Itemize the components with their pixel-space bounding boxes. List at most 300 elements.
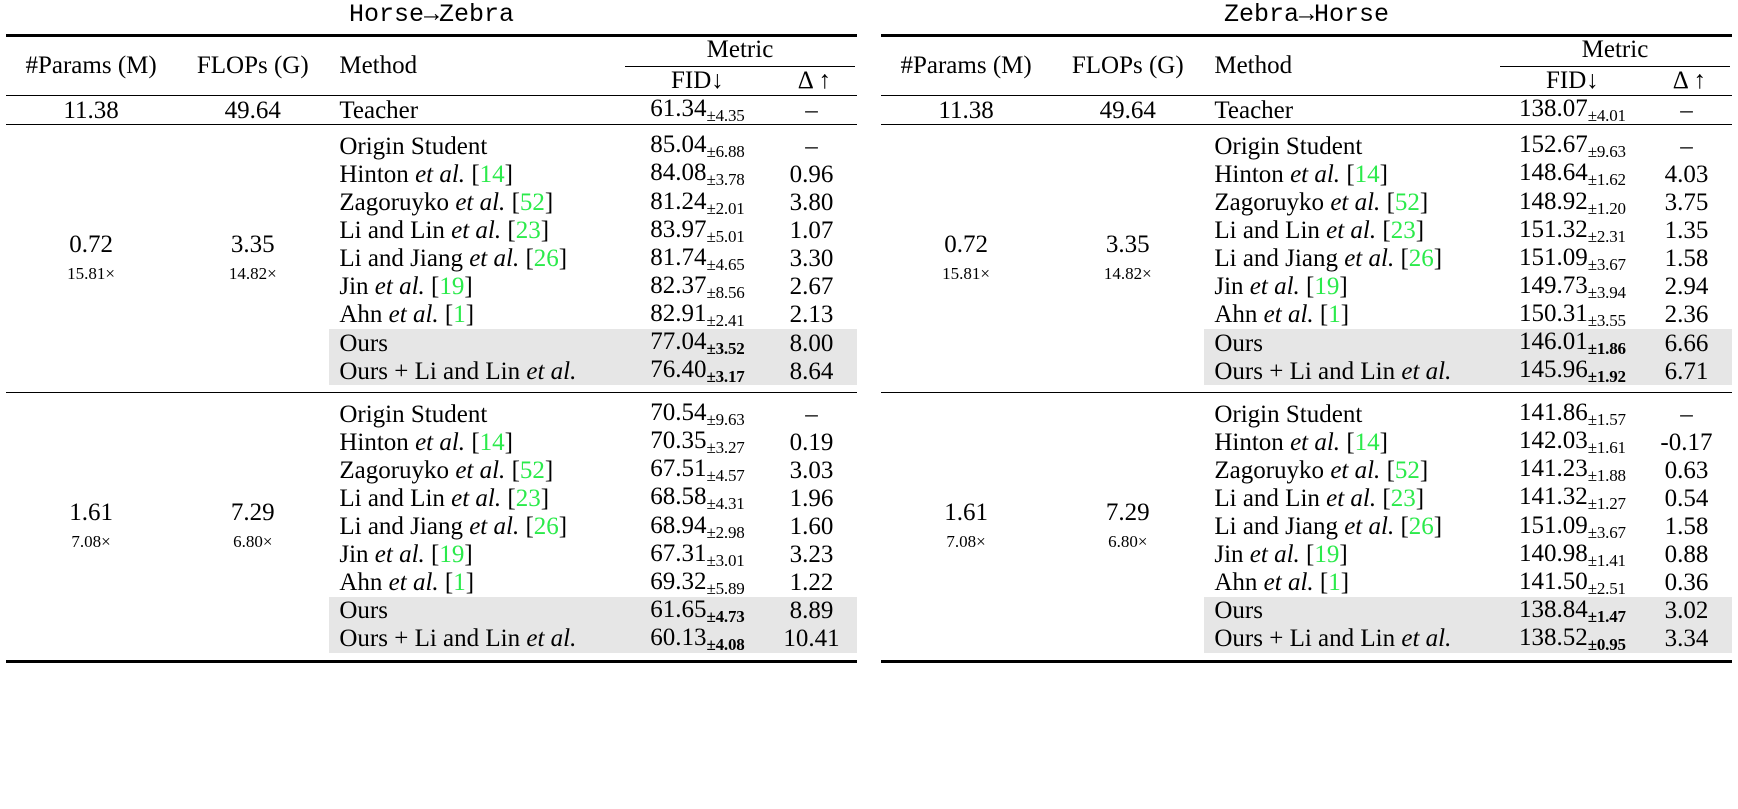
citation-bracket-open: [: [1380, 456, 1395, 484]
et-al-text: et al.: [1257, 301, 1314, 329]
citation-bracket-close: ]: [1433, 245, 1443, 273]
citation-number[interactable]: 14: [1354, 428, 1380, 456]
fid-mean: 70.54: [650, 399, 707, 427]
fid-value: [623, 484, 772, 512]
fid-mean: 141.23: [1518, 455, 1588, 483]
fid-mean: 141.32: [1518, 483, 1588, 511]
fid-value: [623, 456, 772, 484]
citation-bracket-open: [: [1376, 485, 1391, 513]
fid-value: [1498, 456, 1647, 484]
citation-bracket-open: [: [438, 569, 454, 597]
fid-mean: 82.37: [650, 271, 707, 299]
params-value: 0.72: [69, 231, 113, 259]
method-label: [329, 569, 623, 597]
params-group-cell: [881, 400, 1051, 653]
citation-number[interactable]: 19: [439, 273, 465, 301]
method-name: Hinton: [1214, 428, 1284, 456]
method-name: Li and Jiang: [339, 513, 463, 541]
results-table-left: [6, 37, 857, 95]
col-header-metric-left: [623, 37, 857, 67]
fid-mean: 60.13: [650, 623, 707, 651]
method-label: [1204, 160, 1498, 188]
citation-number[interactable]: 23: [1390, 217, 1416, 245]
delta-value: 2.13: [789, 301, 834, 329]
delta-value: 1.07: [789, 217, 834, 245]
method-label: [329, 132, 623, 160]
method-label: [1204, 357, 1498, 385]
fid-stddev: ±4.65: [706, 254, 745, 274]
fid-stddev: ±1.92: [1587, 367, 1626, 387]
method-label: [1204, 428, 1498, 456]
citation-number[interactable]: 23: [515, 485, 541, 513]
et-al-text: et al.: [408, 160, 466, 188]
fid-stddev: ±2.41: [706, 311, 745, 330]
fid-mean: 77.04: [650, 328, 707, 355]
flops-speedup: 6.80×: [233, 531, 273, 551]
delta-value: –: [805, 96, 818, 124]
citation-bracket-open: [: [1313, 569, 1329, 597]
method-name: Ours + Li and Lin: [339, 357, 521, 385]
flops-group-cell: [176, 400, 329, 653]
citation-bracket-close: ]: [1339, 541, 1348, 569]
method-label: [329, 329, 623, 357]
col-header-delta-left: Δ ↑: [797, 67, 832, 95]
block-table-left-1: [6, 393, 857, 660]
et-al-text: et al.: [449, 456, 506, 484]
block-spacer: [6, 653, 857, 660]
citation-number[interactable]: 1: [1328, 569, 1341, 597]
method-label: [329, 400, 623, 428]
citation-bracket-close: ]: [1419, 456, 1429, 484]
panel-title-left: Horse→Zebra: [348, 0, 515, 29]
fid-stddev: ±6.88: [706, 142, 745, 162]
citation-bracket-close: ]: [1340, 301, 1350, 329]
block-spacer: [6, 125, 857, 132]
et-al-text: et al.: [382, 569, 439, 597]
citation-bracket-close: ]: [544, 189, 554, 217]
delta-value: 3.03: [789, 456, 834, 484]
fid-value: [623, 132, 772, 160]
et-al-text: et al.: [1283, 428, 1341, 456]
block-spacer-cell: [6, 385, 857, 392]
fid-mean: 61.65: [650, 595, 707, 623]
fid-stddev: ±1.47: [1587, 606, 1626, 626]
citation-number[interactable]: 1: [1328, 301, 1341, 329]
method-label: [1204, 132, 1498, 160]
citation-bracket-close: ]: [504, 160, 513, 188]
fid-stddev: ±3.67: [1587, 522, 1626, 542]
block-body-right-1: [881, 393, 1732, 660]
et-al-text: et al.: [449, 189, 506, 217]
params-group-cell: [881, 132, 1051, 385]
delta-value: 1.60: [789, 513, 834, 541]
fid-stddev: ±1.41: [1587, 550, 1626, 570]
method-label: [1204, 273, 1498, 301]
method-name: Ours + Li and Lin: [1214, 625, 1396, 653]
delta-value: –: [1680, 132, 1693, 160]
fid-mean: 142.03: [1518, 427, 1588, 455]
delta-value: 3.02: [1664, 597, 1709, 625]
table-row: [881, 96, 1732, 124]
citation-number[interactable]: 26: [1408, 513, 1434, 541]
citation-bracket-open: [: [438, 301, 454, 329]
method-name: Ours: [339, 329, 388, 357]
delta-value: –: [1680, 400, 1693, 428]
fid-value: [1498, 245, 1647, 273]
method-name: Zagoruyko: [1214, 189, 1325, 217]
method-label: [1204, 400, 1498, 428]
delta-value: 1.96: [789, 485, 834, 513]
citation-bracket-close: ]: [558, 513, 568, 541]
et-al-text: et al.: [1337, 245, 1395, 273]
method-label: [1204, 329, 1498, 357]
col-header-fid-left: FID↓: [671, 67, 724, 95]
fid-stddev: ±3.17: [706, 367, 745, 387]
delta-value: 8.00: [789, 329, 834, 357]
method-name: Ours + Li and Lin: [1214, 357, 1396, 385]
method-label: [1204, 484, 1498, 512]
fid-value: [1498, 189, 1647, 217]
method-label: [1204, 513, 1498, 541]
citation-bracket-open: [: [1340, 428, 1355, 456]
block-spacer-cell: [6, 653, 857, 660]
delta-value: 3.23: [789, 541, 834, 569]
method-label: [1204, 217, 1498, 245]
fid-value: [1498, 541, 1647, 569]
header-row-right: [881, 37, 1732, 67]
fid-mean: 68.94: [650, 511, 707, 539]
params-value: 1.61: [69, 499, 113, 527]
citation-bracket-close: ]: [1415, 485, 1425, 513]
fid-value: [1498, 329, 1647, 357]
method-name: Hinton: [1214, 160, 1284, 188]
citation-number[interactable]: 26: [533, 245, 559, 273]
fid-stddev: ±5.01: [706, 226, 745, 246]
fid-value: [1498, 301, 1647, 329]
citation-bracket-close: ]: [1339, 273, 1348, 301]
citation-number[interactable]: 26: [533, 513, 559, 541]
citation-bracket-open: [: [465, 428, 480, 456]
params-group-cell: [6, 132, 176, 385]
block-table-right-1: [881, 393, 1732, 660]
fid-mean: 81.24: [650, 187, 707, 215]
params-value: 0.72: [944, 231, 988, 259]
fid-mean: 150.31: [1518, 299, 1588, 327]
fid-mean: 138.07: [1518, 95, 1588, 123]
fid-value: [1498, 597, 1647, 625]
citation-number[interactable]: 52: [1394, 456, 1420, 484]
fid-value: [623, 96, 772, 124]
delta-value: 3.75: [1664, 189, 1709, 217]
method-label: [1204, 301, 1498, 329]
method-label: [1204, 541, 1498, 569]
flops-group-cell: [176, 132, 329, 385]
method-label: [1204, 245, 1498, 273]
fid-value: [1498, 625, 1647, 653]
citation-bracket-open: [: [424, 273, 440, 301]
et-al-text: et al.: [408, 428, 466, 456]
method-name: Ahn: [1214, 301, 1258, 329]
et-al-text: et al.: [1283, 160, 1341, 188]
citation-number[interactable]: 1: [453, 569, 466, 597]
citation-number[interactable]: 19: [439, 541, 465, 569]
method-name: Zagoruyko: [339, 456, 450, 484]
method-name: Hinton: [339, 160, 409, 188]
citation-bracket-close: ]: [464, 541, 473, 569]
fid-stddev: ±3.01: [706, 550, 745, 570]
fid-stddev: ±3.52: [706, 339, 745, 359]
delta-value: 6.71: [1664, 357, 1709, 385]
method-label: [329, 160, 623, 188]
method-name: Hinton: [339, 428, 409, 456]
fid-stddev: ±9.63: [706, 410, 745, 430]
fid-stddev: ±4.35: [706, 106, 745, 126]
fid-value: [623, 569, 772, 597]
fid-stddev: ±4.31: [706, 494, 745, 514]
delta-value: 2.94: [1664, 273, 1709, 301]
flops-group-cell: [1051, 132, 1204, 385]
citation-bracket-close: ]: [540, 217, 550, 245]
method-label: [1204, 569, 1498, 597]
fid-value: [1498, 569, 1647, 597]
fid-stddev: ±3.94: [1587, 282, 1626, 302]
et-al-text: et al.: [520, 625, 577, 653]
method-label: [329, 597, 623, 625]
et-al-text: et al.: [1243, 541, 1300, 569]
col-header-delta-right: Δ ↑: [1672, 67, 1707, 95]
params-group-cell: [6, 400, 176, 653]
col-header-flops-right: FLOPs (G): [1071, 52, 1184, 80]
method-label: Teacher: [339, 96, 419, 124]
block-spacer-cell: [881, 653, 1732, 660]
fid-mean: 70.35: [650, 427, 707, 455]
citation-bracket-open: [: [1376, 217, 1391, 245]
citation-number[interactable]: 14: [479, 428, 505, 456]
panel-horse-to-zebra: [6, 0, 869, 663]
fid-stddev: ±5.89: [706, 578, 745, 598]
bottomrule-right: [881, 660, 1732, 663]
et-al-text: et al.: [444, 217, 502, 245]
citation-number[interactable]: 23: [1390, 485, 1416, 513]
method-name: Ahn: [1214, 569, 1258, 597]
method-label: [329, 301, 623, 329]
citation-bracket-open: [: [505, 456, 520, 484]
bottomrule-left: [6, 660, 857, 663]
citation-number[interactable]: 26: [1408, 245, 1434, 273]
method-name: Ours: [1214, 329, 1263, 357]
fid-value: [623, 189, 772, 217]
fid-stddev: ±3.67: [1587, 254, 1626, 274]
et-al-text: et al.: [444, 485, 502, 513]
fid-stddev: ±3.55: [1587, 311, 1626, 330]
col-header-params-left: #Params (M): [25, 52, 157, 80]
method-name: Li and Jiang: [339, 245, 463, 273]
fid-value: [623, 301, 772, 329]
citation-number[interactable]: 52: [1394, 189, 1420, 217]
metric-label-left: Metric: [706, 36, 774, 63]
delta-value: 4.03: [1664, 160, 1709, 188]
method-label: [329, 273, 623, 301]
citation-bracket-open: [: [1299, 273, 1315, 301]
delta-value: –: [1680, 96, 1693, 124]
fid-value: [1498, 428, 1647, 456]
method-label: [329, 456, 623, 484]
method-name: Zagoruyko: [1214, 456, 1325, 484]
block-spacer-cell: [881, 385, 1732, 392]
fid-value: [623, 273, 772, 301]
fid-stddev: ±4.73: [706, 606, 745, 626]
fid-stddev: ±1.61: [1587, 438, 1626, 458]
citation-bracket-open: [: [501, 217, 516, 245]
method-name: Jin: [1214, 541, 1244, 569]
fid-value: [1498, 96, 1647, 124]
citation-number[interactable]: 19: [1314, 273, 1340, 301]
col-header-method-right: Method: [1214, 52, 1293, 80]
delta-value: 0.54: [1664, 485, 1709, 513]
block-spacer: [881, 125, 1732, 132]
method-name: Jin: [339, 273, 369, 301]
teacher-body-left: [6, 96, 857, 124]
params-value: 11.38: [938, 96, 994, 124]
table-row: [6, 132, 857, 160]
flops-value: 7.29: [1105, 499, 1150, 527]
method-label: [329, 357, 623, 385]
fid-stddev: ±0.95: [1587, 635, 1626, 655]
citation-number[interactable]: 1: [453, 301, 466, 329]
citation-bracket-open: [: [1380, 189, 1395, 217]
table-head-left: [6, 37, 857, 95]
delta-value: 0.88: [1664, 541, 1709, 569]
delta-value: 8.89: [789, 597, 834, 625]
delta-value: 1.35: [1664, 217, 1709, 245]
fid-mean: 76.40: [650, 356, 707, 384]
method-name: Jin: [1214, 273, 1244, 301]
citation-bracket-open: [: [505, 189, 520, 217]
method-name: Origin Student: [1214, 132, 1363, 160]
flops-group-cell: [1051, 400, 1204, 653]
method-name: Li and Lin: [339, 485, 445, 513]
fid-mean: 67.51: [650, 455, 707, 483]
col-header-method-left: Method: [339, 52, 418, 80]
citation-bracket-open: [: [519, 245, 534, 273]
fid-value: [623, 160, 772, 188]
method-label: [329, 625, 623, 653]
fid-stddev: ±2.51: [1587, 578, 1626, 598]
citation-number[interactable]: 23: [515, 217, 541, 245]
fid-stddev: ±4.01: [1587, 106, 1626, 126]
method-label: [329, 513, 623, 541]
teacher-section-right: [881, 96, 1732, 124]
results-table-container: [6, 0, 1732, 663]
block-spacer: [881, 385, 1732, 392]
flops-speedup: 14.82×: [1103, 263, 1152, 283]
citation-number[interactable]: 14: [479, 160, 505, 188]
fid-mean: 84.08: [650, 159, 707, 187]
method-label: [329, 245, 623, 273]
method-label: [1204, 625, 1498, 653]
flops-value: 3.35: [230, 231, 275, 259]
et-al-text: et al.: [368, 541, 425, 569]
citation-bracket-open: [: [1340, 160, 1355, 188]
block-spacer: [881, 653, 1732, 660]
et-al-text: et al.: [1395, 357, 1452, 385]
method-name: Zagoruyko: [339, 189, 450, 217]
citation-bracket-open: [: [1299, 541, 1315, 569]
fid-value: [1498, 484, 1647, 512]
fid-value: [1498, 132, 1647, 160]
citation-bracket-close: ]: [1379, 428, 1388, 456]
method-label: [329, 428, 623, 456]
flops-speedup: 14.82×: [228, 263, 277, 283]
method-name: Ours: [1214, 597, 1263, 625]
params-speedup: 15.81×: [67, 263, 116, 283]
et-al-text: et al.: [1243, 273, 1300, 301]
fid-mean: 140.98: [1518, 539, 1588, 567]
block-spacer: [6, 393, 857, 400]
method-label: [1204, 597, 1498, 625]
citation-bracket-open: [: [465, 160, 480, 188]
delta-value: 3.30: [789, 245, 834, 273]
flops-value: 49.64: [224, 96, 281, 124]
delta-value: 2.36: [1664, 301, 1709, 329]
citation-bracket-close: ]: [465, 569, 475, 597]
fid-stddev: ±1.62: [1587, 170, 1626, 190]
citation-number[interactable]: 52: [519, 456, 545, 484]
fid-value: [1498, 217, 1647, 245]
method-label: [1204, 456, 1498, 484]
et-al-text: et al.: [462, 513, 520, 541]
table-row: [881, 132, 1732, 160]
fid-stddev: ±9.63: [1587, 142, 1626, 162]
fid-value: [1498, 400, 1647, 428]
fid-mean: 68.58: [650, 483, 707, 511]
citation-number[interactable]: 52: [519, 189, 545, 217]
col-header-params-right: #Params (M): [900, 52, 1032, 80]
fid-mean: 82.91: [650, 299, 707, 327]
citation-bracket-close: ]: [1340, 569, 1350, 597]
et-al-text: et al.: [1324, 189, 1381, 217]
delta-value: 6.66: [1664, 329, 1709, 357]
block-spacer-cell: [6, 125, 857, 132]
citation-number[interactable]: 14: [1354, 160, 1380, 188]
et-al-text: et al.: [1324, 456, 1381, 484]
method-label: Teacher: [1214, 96, 1294, 124]
method-name: Ahn: [339, 569, 383, 597]
flops-speedup: 6.80×: [1108, 531, 1148, 551]
fid-stddev: ±3.78: [706, 170, 745, 190]
col-header-metric-right: [1498, 37, 1732, 67]
method-name: Origin Student: [339, 132, 488, 160]
teacher-body-right: [881, 96, 1732, 124]
method-name: Origin Student: [1214, 400, 1363, 428]
fid-value: [623, 245, 772, 273]
teacher-section-left: [6, 96, 857, 124]
et-al-text: et al.: [382, 301, 439, 329]
method-label: [329, 189, 623, 217]
citation-number[interactable]: 19: [1314, 541, 1340, 569]
et-al-text: et al.: [368, 273, 425, 301]
panel-zebra-to-horse: [869, 0, 1732, 663]
fid-stddev: ±1.27: [1587, 494, 1626, 514]
fid-mean: 149.73: [1518, 271, 1588, 299]
fid-mean: 67.31: [650, 539, 707, 567]
delta-value: –: [805, 400, 818, 428]
params-value: 1.61: [944, 499, 988, 527]
citation-bracket-close: ]: [558, 245, 568, 273]
fid-mean: 148.92: [1518, 187, 1588, 215]
citation-bracket-close: ]: [1419, 189, 1429, 217]
delta-value: 0.63: [1664, 456, 1709, 484]
